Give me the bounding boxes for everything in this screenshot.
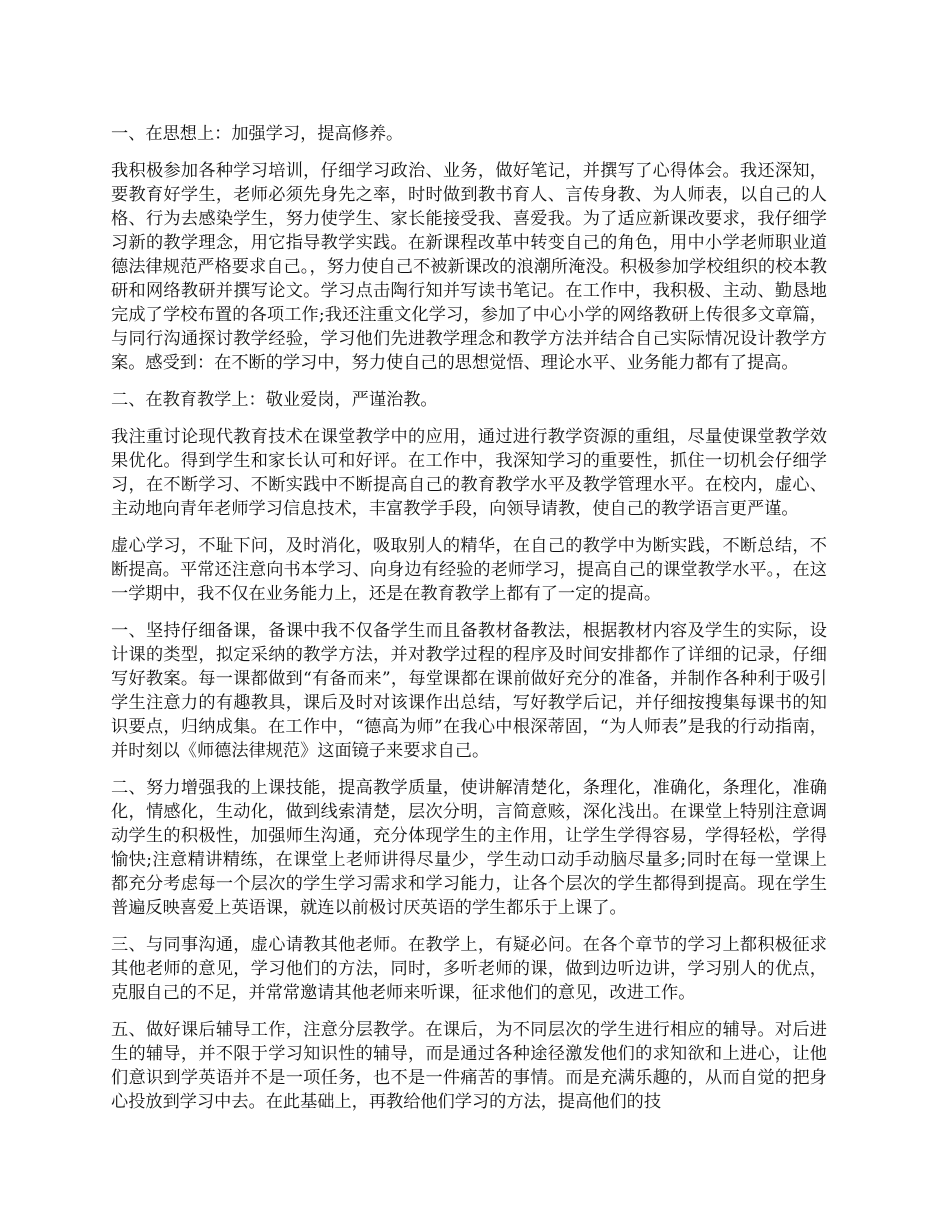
section-heading-teaching: 二、在教育教学上：敬业爱岗，严谨治教。	[111, 390, 438, 410]
paragraph-humble-learning: 虚心学习，不耻下问，及时消化，吸取别人的精华，在自己的教学中为断实践，不断总结，不断提高。平常还注意向书本学习、向身边有经验的老师学习，提高自己的课堂教学水平。，在这一学期中，我不仅在业务能力上，还是在教育教学上都有了一定的提高。	[111, 536, 827, 604]
paragraph-education-technology: 我注重讨论现代教育技术在课堂教学中的应用，通过进行教学资源的重组，尽量使课堂教学效果优化。得到学生和家长认可和好评。在工作中，我深知学习的重要性，抓住一切机会仔细学习，在不断学习、不断实践中不断提高自己的教育教学水平及教学管理水平。在校内，虚心、主动地向青年老师学习信息技术，丰富教学手段，向领导请教，使自己的教学语言更严谨。	[111, 427, 827, 519]
paragraph-lesson-preparation: 一、坚持仔细备课，备课中我不仅备学生而且备教材备教法，根据教材内容及学生的实际，设计课的类型，拟定采纳的教学方法，并对教学过程的程序及时间安排都作了详细的记录，仔细写好教案。每一课都做到“有备而来”，每堂课都在课前做好充分的准备，并制作各种利于吸引学生注意力的有趣教具，课后及时对该课作出总结，写好教学后记，并仔细按搜集每课书的知识要点，归纳成集。在工作中，“德高为师”在我心中根深蒂固，“为人师表”是我的行动指南，并时刻以《师德法律规范》这面镜子来要求自己。	[111, 621, 827, 761]
paragraph-teaching-skills: 二、努力增强我的上课技能，提高教学质量，使讲解清楚化，条理化，准确化，条理化，准确化，情感化，生动化，做到线索清楚，层次分明，言简意赅，深化浅出。在课堂上特别注意调动学生的积极性，加强师生沟通，充分体现学生的主作用，让学生学得容易，学得轻松，学得愉快;注意精讲精练，在课堂上老师讲得尽量少，学生动口动手动脑尽量多;同时在每一堂课上都充分考虑每一个层次的学生学习需求和学习能力，让各个层次的学生都得到提高。现在学生普遍反映喜爱上英语课，就连以前极讨厌英语的学生都乐于上课了。	[111, 778, 827, 918]
section-heading-thought: 一、在思想上：加强学习，提高修养。	[111, 124, 404, 144]
paragraph-colleague-communication: 三、与同事沟通，虚心请教其他老师。在教学上，有疑必问。在各个章节的学习上都积极征求其他老师的意见，学习他们的方法，同时，多听老师的课，做到边听边讲，学习别人的优点，克服自己的不足，并常常邀请其他老师来听课，征求他们的意见，改进工作。	[111, 935, 827, 1003]
paragraph-study-training: 我积极参加各种学习培训，仔细学习政治、业务，做好笔记，并撰写了心得体会。我还深知，要教育好学生，老师必须先身先之率，时时做到教书育人、言传身教、为人师表，以自己的人格、行为去感染学生，努力使学生、家长能接受我、喜爱我。为了适应新课改要求，我仔细学习新的教学理念，用它指导教学实践。在新课程改革中转变自己的角色，用中小学老师职业道德法律规范严格要求自己。，努力使自己不被新课改的浪潮所淹没。积极参加学校组织的校本教研和网络教研并撰写论文。学习点击陶行知并写读书笔记。在工作中，我积极、主动、勤恳地完成了学校布置的各项工作;我还注重文化学习，参加了中心小学的网络教研上传很多文章篇，与同行沟通探讨教学经验，学习他们先进教学理念和教学方法并结合自己实际情况设计教学方案。感受到：在不断的学习中，努力使自己的思想觉悟、理论水平、业务能力都有了提高。	[111, 161, 827, 373]
document-body	[111, 122, 827, 1127]
paragraph-after-class-tutoring: 五、做好课后辅导工作，注意分层教学。在课后，为不同层次的学生进行相应的辅导。对后进生的辅导，并不限于学习知识性的辅导，而是通过各种途径激发他们的求知欲和上进心，让他们意识到学英语并不是一项任务，也不是一件痛苦的事情。而是充满乐趣的，从而自觉的把身心投放到学习中去。在此基础上，再教给他们学习的方法，提高他们的技	[111, 1020, 827, 1112]
